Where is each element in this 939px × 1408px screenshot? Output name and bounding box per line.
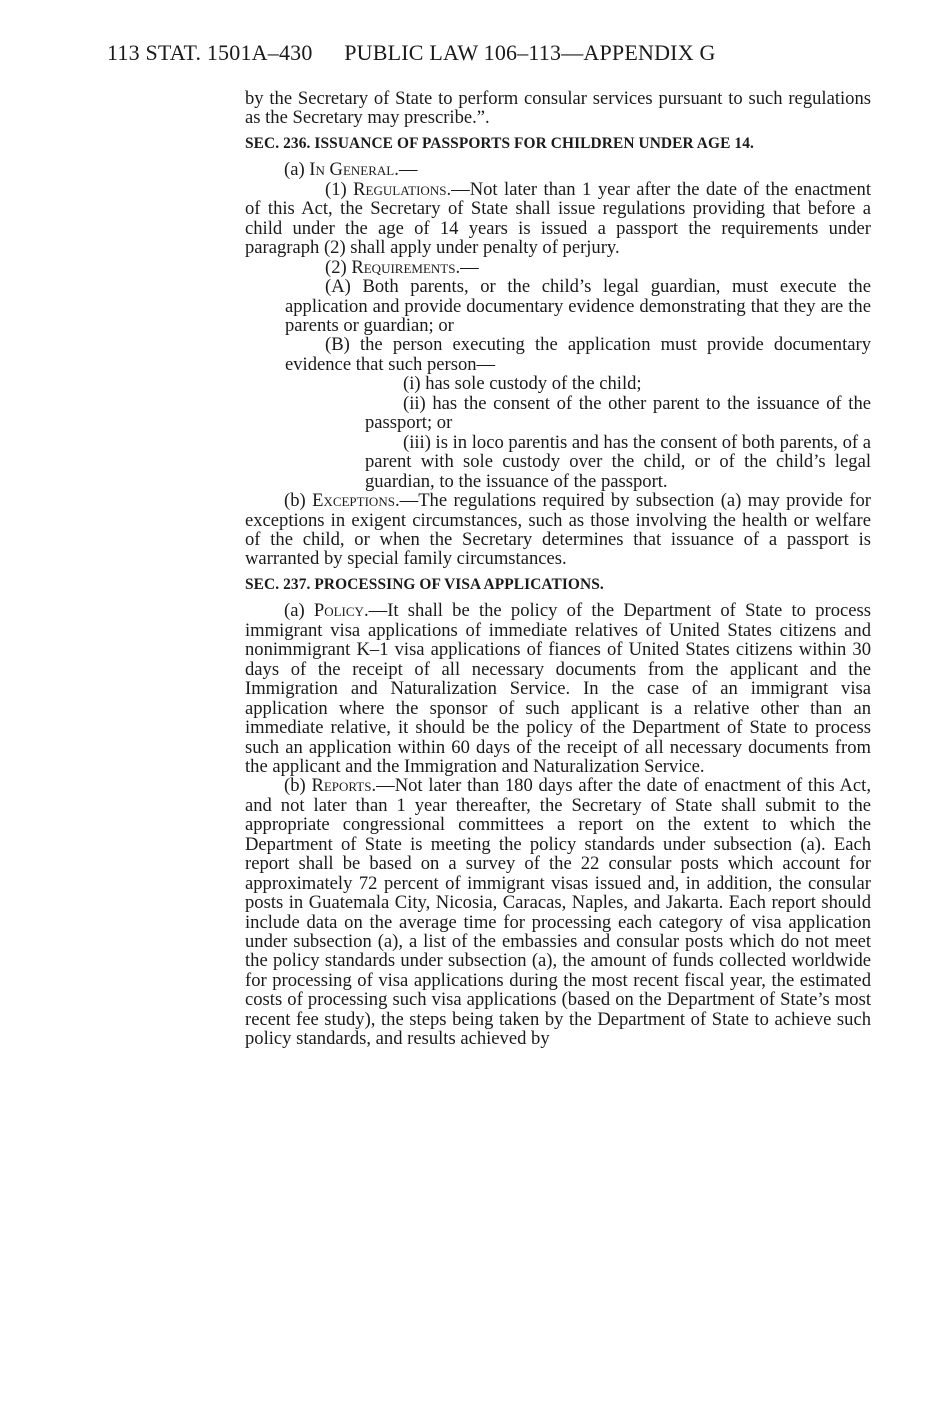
caption: Exceptions <box>312 490 395 512</box>
caption: Requirements <box>351 256 456 278</box>
sec236-paragraph-2 <box>245 258 871 277</box>
label: (1) <box>325 178 354 200</box>
caption: Regulations <box>353 178 447 200</box>
text: .—Not later than 180 days after the date of enactment of this Act, and not later than 1 year thereafter, the Secretary of State shall submit to the appropriate congressional committees a report on the extent to which the Department of State is meeting the policy standards under subsection (a). Each report shall be based on a survey of the 22 consular posts which account for approximately 72 percent of immigrant visas issued and, in addition, the consular posts in Guatemala City, Nicosia, Caracas, Naples, and Jakarta. Each report should include data on the average time for processing each category of visa application under subsection (a), a list of the embassies and consular posts which do not meet the policy standards under subsection (a), the amount of funds collected worldwide for processing of visa applications during the most recent fiscal year, the estimated costs of processing such visa applications (based on the Department of State’s most recent fee study), the steps being taken by the Department of State to achieve such policy standards, and results achieved by <box>245 775 871 1050</box>
sec237-subsection-b <box>245 776 871 1048</box>
text: .—The regulations required by subsection (a) may provide for exceptions in exigent circumstances, such as those involving the health or welfare of the child, or when the Secretary determines that issuance of a passport is warranted by special family circumstances. <box>245 490 871 570</box>
label: (b) <box>284 490 313 512</box>
caption: In General <box>309 159 395 181</box>
sec236-subparagraph-A: (A) Both parents, or the child’s legal guardian, must execute the application and provide documentary evidence demonstrating that they are the parents or guardian; or <box>285 276 871 336</box>
section-236-heading: SEC. 236. ISSUANCE OF PASSPORTS FOR CHILDREN UNDER AGE 14. <box>245 134 754 152</box>
statute-citation: 113 STAT. 1501A–430 <box>107 40 313 65</box>
label: (a) <box>284 159 310 181</box>
intro-paragraph: by the Secretary of State to perform consular services pursuant to such regulations as the Secretary may prescribe.”. <box>245 88 871 129</box>
section-237-heading: SEC. 237. PROCESSING OF VISA APPLICATIONS. <box>245 575 604 593</box>
sec236-clause-ii: (ii) has the consent of the other parent to the issuance of the passport; or <box>365 392 871 434</box>
sec236-subsection-b <box>245 491 871 569</box>
running-head <box>107 40 716 66</box>
caption: Policy <box>313 600 364 622</box>
label: (b) <box>284 775 312 797</box>
text: .—Not later than 1 year after the date of the enactment of this Act, the Secretary of State shall issue regulations providing that before a child under the age of 14 years is issued a passport the requirements under paragraph (2) shall apply under penalty of perjury. <box>245 178 871 259</box>
sec236-paragraph-1 <box>245 180 871 258</box>
page-body <box>245 89 871 1049</box>
caption: Reports <box>311 775 372 797</box>
sec236-subparagraph-B: (B) the person executing the application must provide documentary evidence that such person— <box>285 334 871 375</box>
label: (a) <box>284 600 314 622</box>
dash: .— <box>455 256 479 278</box>
sec236-clause-iii: (iii) is in loco parentis and has the consent of both parents, of a parent with sole custody over the child, or of the child’s legal guardian, to the issuance of the passport. <box>365 431 871 492</box>
text: .—It shall be the policy of the Department of State to process immigrant visa applications of immediate relatives of United States citizens and nonimmigrant K–1 visa applications of fiances of United States citizens within 30 days of the receipt of all necessary documents from the applicant and the Immigration and Naturalization Service. In the case of an immigrant visa application where the sponsor of such applicant is a relative other than an immediate relative, it should be the policy of the Department of State to process such an application within 60 days of the receipt of all necessary documents from the applicant and the Immigration and Naturalization Service. <box>245 600 871 777</box>
dash: .— <box>394 159 418 181</box>
sec237-subsection-a <box>245 601 871 776</box>
law-title: PUBLIC LAW 106–113—APPENDIX G <box>344 40 716 65</box>
sec236-subsection-a <box>245 160 871 179</box>
label: (2) <box>325 256 352 278</box>
sec236-clause-i: (i) has sole custody of the child; <box>403 373 642 395</box>
